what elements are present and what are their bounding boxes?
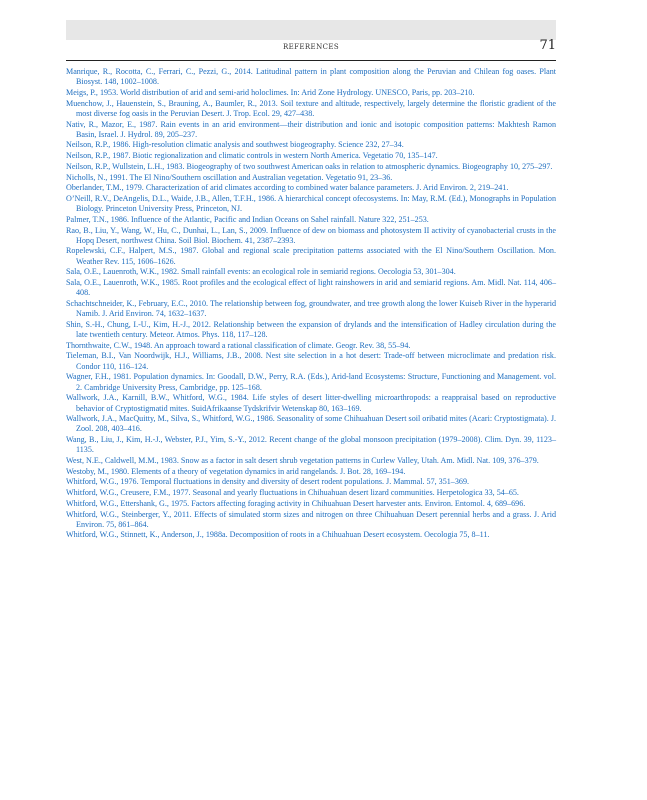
reference-entry[interactable]: Thornthwaite, C.W., 1948. An approach toward a rational classification of climate. Geogr. Rev. 38, 55–94. bbox=[66, 340, 411, 350]
reference-entry[interactable]: Manrique, R., Rocotta, C., Ferrari, C., Pezzi, G., 2014. Latitudinal pattern in plant composition along the Peruvian and Chilean fog oases. Plant Biosyst. 148, 1002–1008. bbox=[66, 67, 556, 87]
reference-entry[interactable]: Shin, S.-H., Chung, I.-U., Kim, H.-J., 2012. Relationship between the expansion of drylands and the intensification of Hadley circulation during the late twentieth century. Meteor. Atmos. Phys. 118, 117–128. bbox=[66, 319, 556, 340]
reference-entry[interactable]: Neilson, R.P., Wullstein, L.H., 1983. Biogeography of two southwest American oaks in relation to atmospheric dynamics. Biogeography 10, 275–297. bbox=[66, 161, 553, 171]
reference-entry[interactable]: Wallwork, J.A., Karnill, B.W., Whitford, W.G., 1984. Life styles of desert litter-dwelling microarthropods: a reappraisal based on reproductive behavior of Cryptostigmatid mites. SuidAfrikaanse Tydskrifvir Wetenskap 80, 163–169. bbox=[66, 393, 556, 413]
reference-entry[interactable]: Oberlander, T.M., 1979. Characterization of arid climates according to combined water balance parameters. J. Arid Environ. 2, 219–241. bbox=[66, 183, 509, 193]
reference-entry[interactable]: West, N.E., Caldwell, M.M., 1983. Snow as a factor in salt desert shrub vegetation patterns in Curlew Valley, Utah. Am. Midl. Nat. 109, 376–379. bbox=[66, 456, 539, 466]
reference-entry[interactable]: Wagner, F.H., 1981. Population dynamics. In: Goodall, D.W., Perry, R.A. (Eds.), Arid-land Ecosystems: Structure, Functioning and Management. vol. 2. Cambridge University Press, Cambridge, pp. 125–168. bbox=[66, 372, 556, 392]
reference-entry[interactable]: Wallwork, J.A., MacQuitty, M., Silva, S., Whitford, W.G., 1986. Seasonality of some Chihuahuan Desert soil oribatid mites (Acari: Cryptostigmata). J. Zool. 208, 403–416. bbox=[66, 414, 556, 434]
reference-entry[interactable]: Sala, O.E., Lauenroth, W.K., 1985. Root profiles and the ecological effect of light rainshowers in arid and semiarid regions. Am. Midl. Nat. 114, 406–408. bbox=[66, 278, 556, 298]
page-number: 71 bbox=[539, 38, 556, 53]
reference-entry[interactable]: Schachtschneider, K., February, E.C., 2010. The relationship between fog, groundwater, and tree growth along the lower Kuiseb River in the hyperarid Namib. J. Arid Environ. 74, 1632–1637. bbox=[66, 298, 556, 319]
running-head-title: REFERENCES bbox=[282, 43, 340, 51]
top-shaded-band bbox=[66, 20, 556, 40]
reference-entry[interactable]: Wang, B., Liu, J., Kim, H.-J., Webster, P.J., Yim, S.-Y., 2012. Recent change of the global monsoon precipitation (1979–2008). Clim. Dyn. 39, 1123–1135. bbox=[66, 435, 556, 455]
reference-entry[interactable]: O’Neill, R.V., DeAngelis, D.L., Waide, J.B., Allen, T.F.H., 1986. A hierarchical concept ofecosystems. In: May, R.M. (Ed.), Monographs in Population Biology. Princeton University Press, Princeton, NJ. bbox=[66, 193, 556, 214]
reference-entry[interactable]: Nativ, R., Mazor, E., 1987. Rain events in an arid environment—their distribution and ionic and isotopic composition patterns: Makhtesh Ramon Basin, Israel. J. Hydrol. 89, 205–237. bbox=[66, 119, 556, 139]
reference-entry[interactable]: Ropelewski, C.F., Halpert, M.S., 1987. Global and regional scale precipitation patterns associated with the El Nino/Southern Oscillation. Mon. Weather Rev. 115, 1606–1626. bbox=[66, 246, 556, 266]
reference-entry[interactable]: Whitford, W.G., Steinberger, Y., 2011. Effects of simulated storm sizes and nitrogen on three Chihuahuan Desert perennial herbs and a grass. J. Arid Environ. 75, 861–864. bbox=[66, 509, 556, 529]
reference-entry[interactable]: Whitford, W.G., Ettershank, G., 1975. Factors affecting foraging activity in Chihuahuan Desert harvester ants. Environ. Entomol. 4, 689–696. bbox=[66, 498, 526, 508]
reference-entry[interactable]: Neilson, R.P., 1987. Biotic regionalization and climatic controls in western North America. Vegetatio 70, 135–147. bbox=[66, 151, 438, 161]
reference-entry[interactable]: Muenchow, J., Hauenstein, S., Brauning, A., Baumler, R., 2013. Soil texture and altitude, respectively, largely determine the floristic gradient of the most diverse fog oasis in the Peruvian Desert. J. Trop. Ecol. 29, 427–438. bbox=[66, 98, 556, 118]
reference-entry[interactable]: Tieleman, B.I., Van Noordwijk, H.J., Williams, J.B., 2008. Nest site selection in a hot desert: Trade-off between microclimate and predation risk. Condor 110, 116–124. bbox=[66, 351, 556, 371]
reference-entry[interactable]: Westoby, M., 1980. Elements of a theory of vegetation dynamics in arid rangelands. J. Bot. 28, 169–194. bbox=[66, 466, 406, 476]
reference-entry[interactable]: Palmer, T.N., 1986. Influence of the Atlantic, Pacific and Indian Oceans on Sahel rainfall. Nature 322, 251–253. bbox=[66, 214, 429, 224]
header-rule bbox=[66, 60, 556, 61]
reference-entry[interactable]: Meigs, P., 1953. World distribution of arid and semi-arid holoclimes. In: Arid Zone Hydrology. UNESCO, Paris, pp. 203–210. bbox=[66, 87, 475, 97]
reference-entry[interactable]: Whitford, W.G., Stinnett, K., Anderson, J., 1988a. Decomposition of roots in a Chihuahuan Desert ecosystem. Oecologia 75, 8–11. bbox=[66, 530, 490, 540]
reference-entry[interactable]: Whitford, W.G., 1976. Temporal fluctuations in density and diversity of desert rodent populations. J. Mammal. 57, 351–369. bbox=[66, 477, 470, 487]
running-header bbox=[66, 40, 556, 56]
reference-entry[interactable]: Nicholls, N., 1991. The El Nino/Southern oscillation and Australian vegetation. Vegetatio 91, 23–36. bbox=[66, 172, 393, 182]
reference-entry[interactable]: Neilson, R.P., 1986. High-resolution climatic analysis and southwest biogeography. Science 232, 27–34. bbox=[66, 140, 404, 150]
reference-entry[interactable]: Whitford, W.G., Creusere, F.M., 1977. Seasonal and yearly fluctuations in Chihuahuan desert lizard communities. Herpetologica 33, 54–65. bbox=[66, 488, 519, 498]
reference-entry[interactable]: Rao, B., Liu, Y., Wang, W., Hu, C., Dunhai, L., Lan, S., 2009. Influence of dew on biomass and photosystem II activity of cyanobacterial crusts in the Hopq Desert, northwest China. Soil Biol. Biochem. 41, 2387–2393. bbox=[66, 225, 556, 245]
reference-entry[interactable]: Sala, O.E., Lauenroth, W.K., 1982. Small rainfall events: an ecological role in semiarid regions. Oecologia 53, 301–304. bbox=[66, 267, 456, 277]
reference-list bbox=[66, 67, 556, 541]
